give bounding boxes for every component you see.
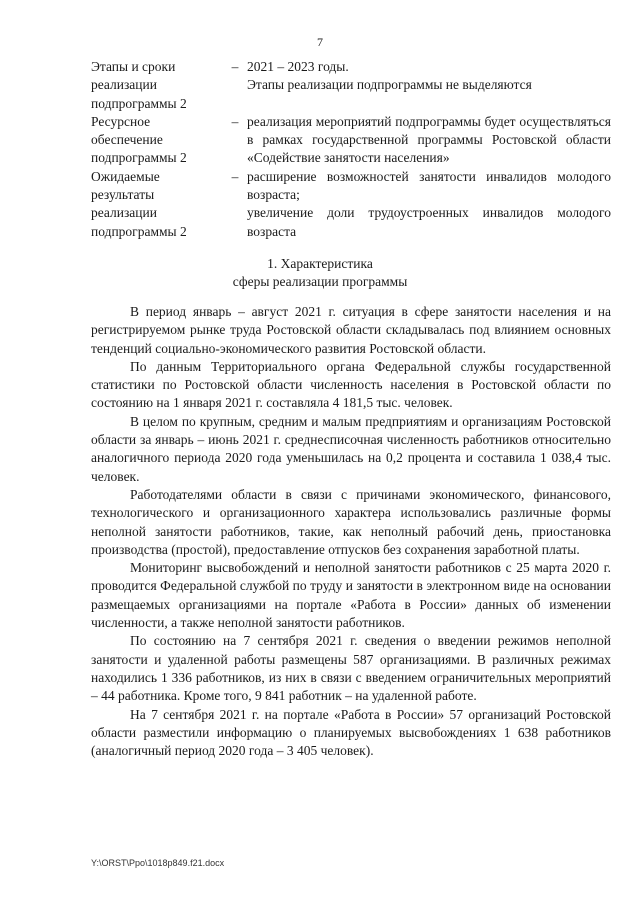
paragraph: Мониторинг высвобождений и неполной занятости работников с 25 марта 2020 г. проводится Федеральной службой по труду и занятости в электронном виде на основании размещаемых организациями на портале «Работа в России» данных об изменении численности, а также неполной занятости работников.: [91, 560, 611, 631]
passport-dash: –: [231, 59, 239, 74]
label-line: подпрограммы 2: [91, 150, 187, 166]
label-line: Этапы и сроки: [91, 59, 176, 74]
passport-value: [247, 113, 611, 168]
passport-value: [247, 58, 611, 95]
label-line: реализации: [91, 77, 157, 93]
label-line: подпрограммы 2: [91, 223, 187, 239]
value-line: 2021 – 2023 годы.: [247, 59, 349, 74]
paragraph: По данным Территориального органа Федеральной службы государственной статистики по Ростовской области численность населения в Ростовской области по состоянию на 1 января 2021 г. составляла 4 181,5 тыс. человек.: [91, 358, 611, 411]
passport-dash: –: [231, 168, 239, 184]
subprogram-passport-table: [91, 58, 611, 241]
passport-label: [91, 113, 223, 168]
passport-label: [91, 58, 223, 113]
passport-row-expected-results: [91, 168, 611, 241]
passport-dash: –: [231, 113, 239, 129]
section-heading: [0, 255, 640, 291]
passport-label: [91, 168, 223, 241]
label-line: подпрограммы 2: [91, 95, 187, 111]
paragraph: Работодателями области в связи с причинами экономического, финансового, технологического и организационного характера использовались различные формы неполной занятости работников, такие, как неполный рабочий день, приостановка производства (простой), предоставление отпусков без сохранения заработной платы.: [91, 486, 611, 557]
passport-row-resources: [91, 113, 611, 168]
passport-value: [247, 168, 611, 241]
label-line: Ресурсное: [91, 113, 151, 129]
value-line: увеличение доли трудоустроенных инвалидов молодого возраста: [247, 205, 611, 239]
label-line: реализации: [91, 205, 157, 221]
paragraph: По состоянию на 7 сентября 2021 г. сведения о введении режимов неполной занятости и удаленной работы размещены 587 организациями. В различных режимах находились 1 336 работников, из них в связи с введением ограничительных мероприятий – 44 работника. Кроме того, 9 841 работник – на удаленной работе.: [91, 633, 611, 704]
value-line: расширение возможностей занятости инвалидов молодого возраста;: [247, 168, 611, 203]
section-heading-line: сферы реализации программы: [232, 274, 408, 289]
footer-file-path: Y:\ORST\Ppo\1018p849.f21.docx: [91, 858, 225, 868]
label-line: обеспечение: [91, 132, 163, 148]
value-line: Этапы реализации подпрограммы не выделяются: [247, 77, 532, 93]
value-line: реализация мероприятий подпрограммы будет осуществляться в рамках государственной программы Ростовской области «Содействие занятости населения»: [247, 113, 611, 166]
label-line: результаты: [91, 187, 155, 203]
body-text: [91, 303, 611, 760]
label-line: Ожидаемые: [91, 168, 160, 184]
paragraph: На 7 сентября 2021 г. на портале «Работа в России» 57 организаций Ростовской области разместили информацию о планируемых высвобождениях 1 638 работников (аналогичный период 2020 года – 3 405 человек).: [91, 706, 611, 759]
passport-row-stages: [91, 58, 611, 113]
section-heading-line: 1. Характеристика: [267, 256, 373, 271]
paragraph: В целом по крупным, средним и малым предприятиям и организациям Ростовской области за январь – июнь 2021 г. среднесписочная численность работников относительно аналогичного периода 2020 года уменьшилась на 0,2 процента и составила 1 038,4 тыс. человек.: [91, 413, 611, 484]
paragraph: В период январь – август 2021 г. ситуация в сфере занятости населения и на регистрируемом рынке труда Ростовской области складывалась под влиянием основных тенденций социально-экономического развития Ростовской области.: [91, 304, 611, 356]
page-number: 7: [317, 35, 323, 49]
